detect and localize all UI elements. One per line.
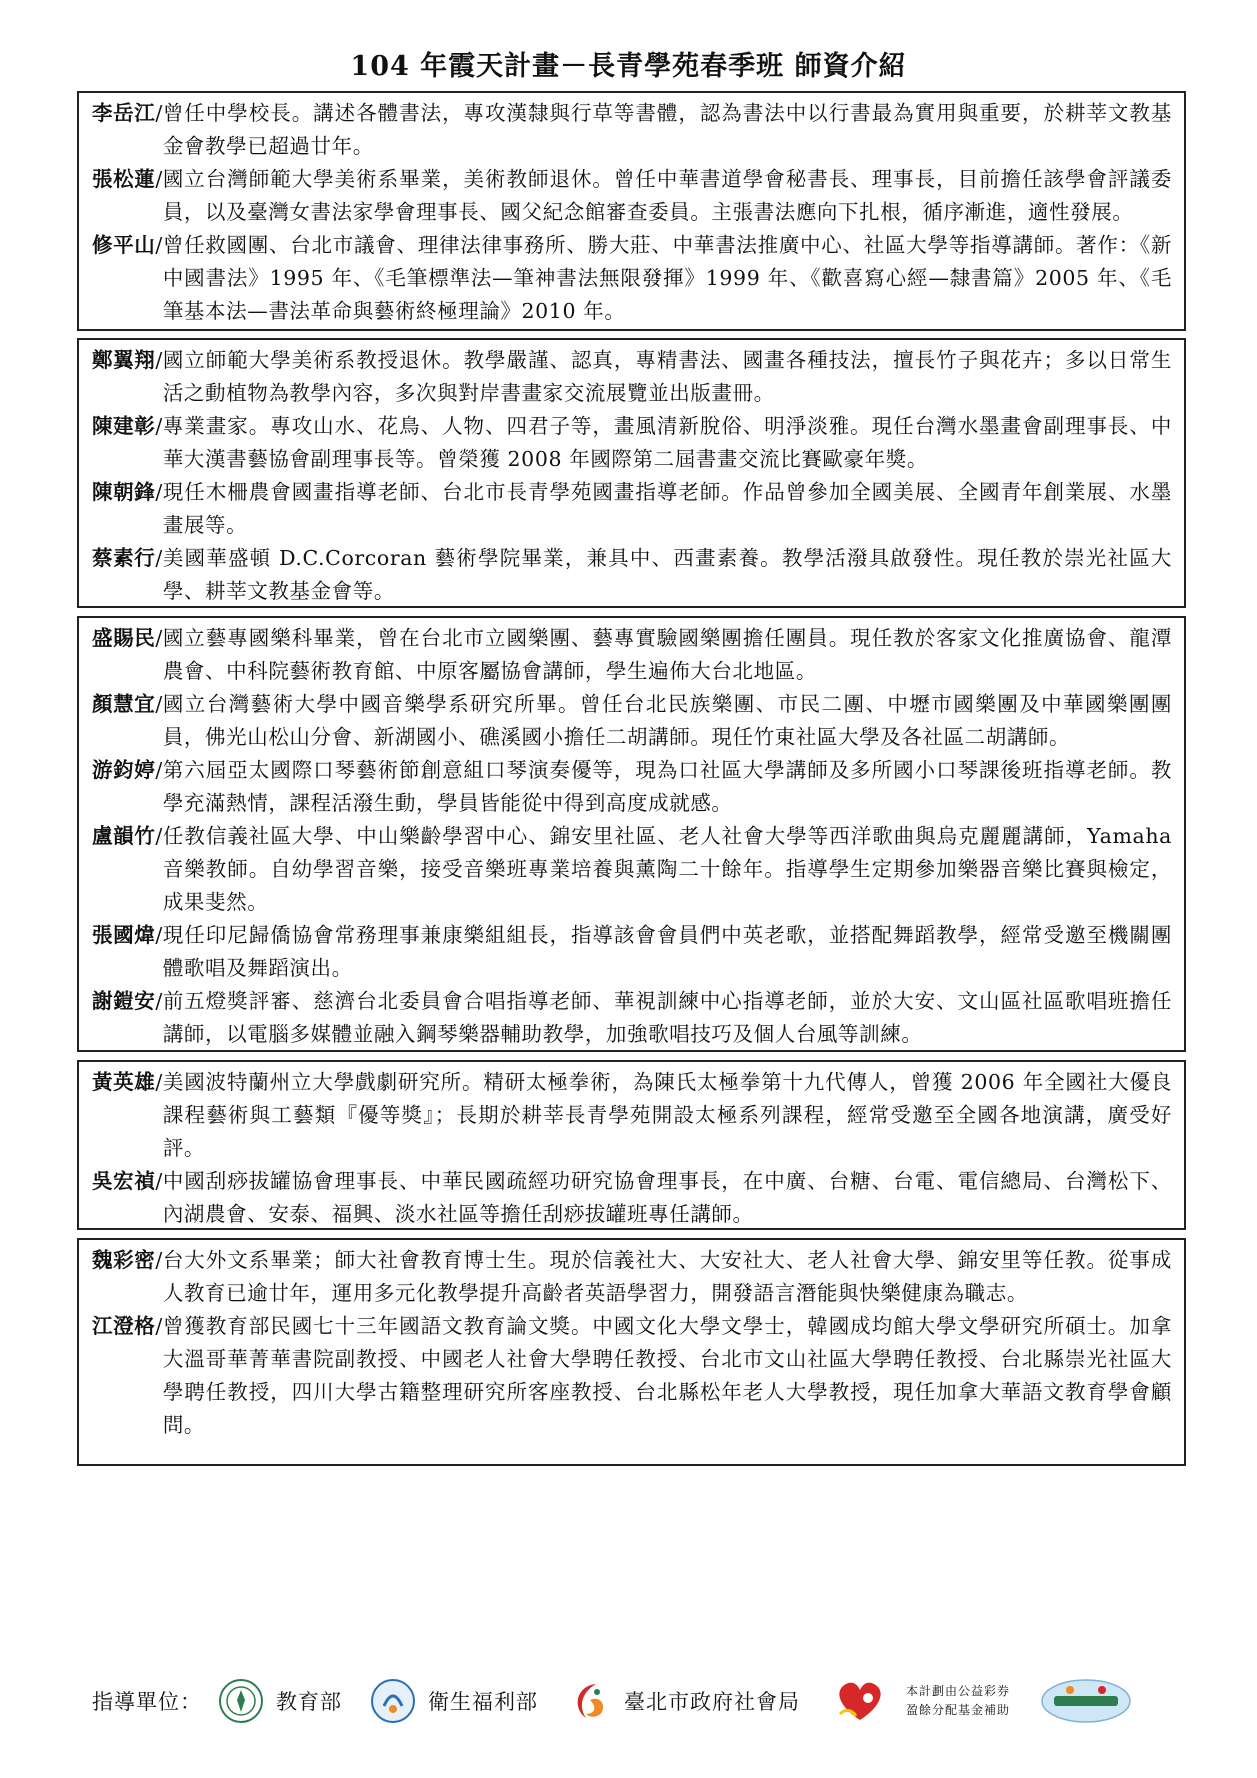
teacher-description: 國立台灣師範大學美術系畢業，美術教師退休。曾任中華書道學會秘書長、理事長，目前擔任該學會評議委員，以及臺灣女書法家學會理事長、國父紀念館審查委員。主張書法應向下扎根，循序漸進，適性發展。 — [162, 167, 1172, 224]
teacher-name: 張國煒 — [92, 923, 156, 947]
teacher-name: 吳宏禎 — [92, 1169, 156, 1193]
teacher-description: 國立台灣藝術大學中國音樂學系研究所畢。曾任台北民族樂團、市民二團、中壢市國樂團及中華國樂團團員，佛光山松山分會、新湖國小、礁溪國小擔任二胡講師。現任竹東社區大學及各社區二胡講師。 — [162, 692, 1172, 749]
teacher-description: 第六屆亞太國際口琴藝術節創意組口琴演奏優等，現為口社區大學講師及多所國小口琴課後班指導老師。教學充滿熱情，課程活潑生動，學員皆能從中得到高度成就感。 — [162, 758, 1172, 815]
ministry-of-education-seal-icon — [218, 1678, 264, 1724]
teacher-entry: 黃英雄 / 美國波特蘭州立大學戲劇研究所。精研太極拳術，為陳氏太極拳第十九代傳人，曾獲 2006 年全國社大優良課程藝術與工藝類『優等獎』；長期於耕莘長青學苑開設太極系列課程，經常受邀至全國各地演講，廣受好評。 — [92, 1066, 1172, 1165]
teacher-description: 專業畫家。專攻山水、花鳥、人物、四君子等，畫風清新脫俗、明淨淡雅。現任台灣水墨畫會副理事長、中華大漢書藝協會副理事長等。曾榮獲 2008 年國際第二屆書畫交流比賽歐豪年獎。 — [162, 414, 1172, 471]
teacher-entry: 陳建彰 / 專業畫家。專攻山水、花鳥、人物、四君子等，畫風清新脫俗、明淨淡雅。現任台灣水墨畫會副理事長、中華大漢書藝協會副理事長等。曾榮獲 2008 年國際第二屆書畫交流比賽歐豪年獎。 — [92, 410, 1172, 476]
teacher-entry: 游鈞婷 / 第六屆亞太國際口琴藝術節創意組口琴演奏優等，現為口社區大學講師及多所國小口琴課後班指導老師。教學充滿熱情，課程活潑生動，學員皆能從中得到高度成就感。 — [92, 754, 1172, 820]
teacher-name: 蔡素行 — [92, 546, 156, 570]
org-taipei-social-affairs: 臺北市政府社會局 — [624, 1690, 800, 1714]
teacher-entry: 張松蓮 / 國立台灣師範大學美術系畢業，美術教師退休。曾任中華書道學會秘書長、理事長，目前擔任該學會評議委員，以及臺灣女書法家學會理事長、國父紀念館審查委員。主張書法應向下扎根，循序漸進，適性發展。 — [92, 163, 1172, 229]
sponsor-label: 指導單位： — [92, 1690, 202, 1714]
lottery-heart-logo-icon — [828, 1678, 892, 1724]
teacher-entry: 盧韻竹 / 任教信義社區大學、中山樂齡學習中心、錦安里社區、老人社會大學等西洋歌曲與烏克麗麗講師，Yamaha 音樂教師。自幼學習音樂，接受音樂班專業培養與薰陶二十餘年。指導學生定期參加樂器音樂比賽與檢定，成果斐然。 — [92, 820, 1172, 919]
teacher-description: 現任木柵農會國畫指導老師、台北市長青學苑國畫指導老師。作品曾參加全國美展、全國青年創業展、水墨畫展等。 — [162, 480, 1172, 537]
teacher-description: 台大外文系畢業；師大社會教育博士生。現於信義社大、大安社大、老人社會大學、錦安里等任教。從事成人教育已逾廿年，運用多元化教學提升高齡者英語學習力，開發語言潛能與快樂健康為職志。 — [162, 1248, 1172, 1305]
teacher-section-language — [77, 1238, 1186, 1466]
lottery-funding-note — [906, 1682, 1010, 1720]
teacher-name: 江澄格 — [92, 1314, 156, 1338]
teacher-section-calligraphy — [77, 91, 1186, 331]
teacher-section-fitness — [77, 1060, 1186, 1230]
teacher-entry: 修平山 / 曾任救國團、台北市議會、理律法律事務所、勝大莊、中華書法推廣中心、社區大學等指導講師。著作：《新中國書法》1995 年、《毛筆標準法—筆神書法無限發揮》1999 年、《歡喜寫心經—隸書篇》2005 年、《毛筆基本法—書法革命與藝術終極理論》2010 年。 — [92, 229, 1172, 328]
teacher-entry: 李岳江 / 曾任中學校長。講述各體書法，專攻漢隸與行草等書體，認為書法中以行書最為實用與重要，於耕莘文教基金會教學已超過廿年。 — [92, 97, 1172, 163]
teacher-name: 魏彩密 — [92, 1248, 156, 1272]
teacher-entry: 吳宏禎 / 中國刮痧拔罐協會理事長、中華民國疏經功研究協會理事長，在中廣、台糖、台電、電信總局、台灣松下、內湖農會、安泰、福興、淡水社區等擔任刮痧拔罐班專任講師。 — [92, 1165, 1172, 1231]
org-mohw: 衛生福利部 — [428, 1690, 538, 1714]
teacher-entry: 陳朝鋒 / 現任木柵農會國畫指導老師、台北市長青學苑國畫指導老師。作品曾參加全國美展、全國青年創業展、水墨畫展等。 — [92, 476, 1172, 542]
teacher-description: 國立藝專國樂科畢業，曾在台北市立國樂團、藝專實驗國樂團擔任團員。現任教於客家文化推廣協會、龍潭農會、中科院藝術教育館、中原客屬協會講師，學生遍佈大台北地區。 — [162, 626, 1172, 683]
teacher-description: 國立師範大學美術系教授退休。教學嚴謹、認真，專精書法、國畫各種技法，擅長竹子與花卉；多以日常生活之動植物為教學內容，多次與對岸書畫家交流展覽並出版畫冊。 — [162, 348, 1172, 405]
teacher-section-music — [77, 616, 1186, 1052]
teacher-name: 盛賜民 — [92, 626, 156, 650]
teacher-description: 曾獲教育部民國七十三年國語文教育論文獎。中國文化大學文學士，韓國成均館大學文學研究所碩士。加拿大溫哥華菁華書院副教授、中國老人社會大學聘任教授、台北市文山社區大學聘任教授、台北縣崇光社區大學聘任教授，四川大學古籍整理研究所客座教授、台北縣松年老人大學教授，現任加拿大華語文教育學會顧問。 — [162, 1314, 1172, 1437]
teacher-entry: 盛賜民 / 國立藝專國樂科畢業，曾在台北市立國樂團、藝專實驗國樂團擔任團員。現任教於客家文化推廣協會、龍潭農會、中科院藝術教育館、中原客屬協會講師，學生遍佈大台北地區。 — [92, 622, 1172, 688]
ministry-of-health-seal-icon — [370, 1678, 416, 1724]
lottery-line-1: 本計劃由公益彩券 — [906, 1684, 1011, 1698]
teacher-description: 曾任中學校長。講述各體書法，專攻漢隸與行草等書體，認為書法中以行書最為實用與重要，於耕莘文教基金會教學已超過廿年。 — [162, 101, 1172, 158]
teacher-description: 中國刮痧拔罐協會理事長、中華民國疏經功研究協會理事長，在中廣、台糖、台電、電信總局、台灣松下、內湖農會、安泰、福興、淡水社區等擔任刮痧拔罐班專任講師。 — [162, 1169, 1172, 1226]
teacher-entry: 張國煒 / 現任印尼歸僑協會常務理事兼康樂組組長，指導該會會員們中英老歌，並搭配舞蹈教學，經常受邀至機關團體歌唱及舞蹈演出。 — [92, 919, 1172, 985]
sponsor-footer — [92, 1670, 1202, 1732]
teacher-section-painting — [77, 338, 1186, 608]
teacher-name: 盧韻竹 — [92, 824, 156, 848]
teacher-name: 鄭翼翔 — [92, 348, 156, 372]
teacher-entry: 顏慧宜 / 國立台灣藝術大學中國音樂學系研究所畢。曾任台北民族樂團、市民二團、中壢市國樂團及中華國樂團團員，佛光山松山分會、新湖國小、礁溪國小擔任二胡講師。現任竹東社區大學及各社區二胡講師。 — [92, 688, 1172, 754]
teacher-name: 張松蓮 — [92, 167, 156, 191]
teacher-description: 曾任救國團、台北市議會、理律法律事務所、勝大莊、中華書法推廣中心、社區大學等指導講師。著作：《新中國書法》1995 年、《毛筆標準法—筆神書法無限發揮》1999 年、《歡喜寫心經—隸書篇》2005 年、《毛筆基本法—書法革命與藝術終極理論》2010 年。 — [162, 233, 1172, 323]
teacher-description: 現任印尼歸僑協會常務理事兼康樂組組長，指導該會會員們中英老歌，並搭配舞蹈教學，經常受邀至機關團體歌唱及舞蹈演出。 — [162, 923, 1172, 980]
teacher-description: 美國波特蘭州立大學戲劇研究所。精研太極拳術，為陳氏太極拳第十九代傳人，曾獲 2006 年全國社大優良課程藝術與工藝類『優等獎』；長期於耕莘長青學苑開設太極系列課程，經常受邀至全國各地演講，廣受好評。 — [162, 1070, 1172, 1160]
teacher-entry: 謝鎧安 / 前五燈獎評審、慈濟台北委員會合唱指導老師、華視訓練中心指導老師，並於大安、文山區社區歌唱班擔任講師，以電腦多媒體並融入鋼琴樂器輔助教學，加強歌唱技巧及個人台風等訓練。 — [92, 985, 1172, 1051]
teacher-description: 前五燈獎評審、慈濟台北委員會合唱指導老師、華視訓練中心指導老師，並於大安、文山區社區歌唱班擔任講師，以電腦多媒體並融入鋼琴樂器輔助教學，加強歌唱技巧及個人台風等訓練。 — [162, 989, 1172, 1046]
teacher-name: 顏慧宜 — [92, 692, 156, 716]
teacher-name: 修平山 — [92, 233, 156, 257]
teacher-name: 李岳江 — [92, 101, 156, 125]
teacher-name: 陳朝鋒 — [92, 480, 156, 504]
teacher-name: 黃英雄 — [92, 1070, 156, 1094]
teacher-entry: 蔡素行 / 美國華盛頓 D.C.Corcoran 藝術學院畢業，兼具中、西畫素養。教學活潑具啟發性。現任教於崇光社區大學、耕莘文教基金會等。 — [92, 542, 1172, 608]
teacher-entry: 魏彩密 / 台大外文系畢業；師大社會教育博士生。現於信義社大、大安社大、老人社會大學、錦安里等任教。從事成人教育已逾廿年，運用多元化教學提升高齡者英語學習力，開發語言潛能與快樂健康為職志。 — [92, 1244, 1172, 1310]
page-title: 104 年霞天計畫－長青學苑春季班 師資介紹 — [350, 51, 907, 82]
teacher-description: 任教信義社區大學、中山樂齡學習中心、錦安里社區、老人社會大學等西洋歌曲與烏克麗麗講師，Yamaha 音樂教師。自幼學習音樂，接受音樂班專業培養與薰陶二十餘年。指導學生定期參加樂器音樂比賽與檢定，成果斐然。 — [162, 824, 1172, 914]
teacher-description: 美國華盛頓 D.C.Corcoran 藝術學院畢業，兼具中、西畫素養。教學活潑具啟發性。現任教於崇光社區大學、耕莘文教基金會等。 — [162, 546, 1172, 603]
org-moe: 教育部 — [276, 1690, 342, 1714]
teacher-name: 游鈞婷 — [92, 758, 156, 782]
teacher-name: 陳建彰 — [92, 414, 156, 438]
public-welfare-lottery-badge-icon — [1040, 1678, 1132, 1724]
taipei-social-welfare-logo-icon — [566, 1678, 612, 1724]
teacher-name: 謝鎧安 — [92, 989, 156, 1013]
teacher-entry: 江澄格 / 曾獲教育部民國七十三年國語文教育論文獎。中國文化大學文學士，韓國成均館大學文學研究所碩士。加拿大溫哥華菁華書院副教授、中國老人社會大學聘任教授、台北市文山社區大學聘任教授、台北縣崇光社區大學聘任教授，四川大學古籍整理研究所客座教授、台北縣松年老人大學教授，現任加拿大華語文教育學會顧問。 — [92, 1310, 1172, 1442]
lottery-line-2: 盈餘分配基金補助 — [906, 1703, 1011, 1717]
teacher-entry: 鄭翼翔 / 國立師範大學美術系教授退休。教學嚴謹、認真，專精書法、國畫各種技法，擅長竹子與花卉；多以日常生活之動植物為教學內容，多次與對岸書畫家交流展覽並出版畫冊。 — [92, 344, 1172, 410]
